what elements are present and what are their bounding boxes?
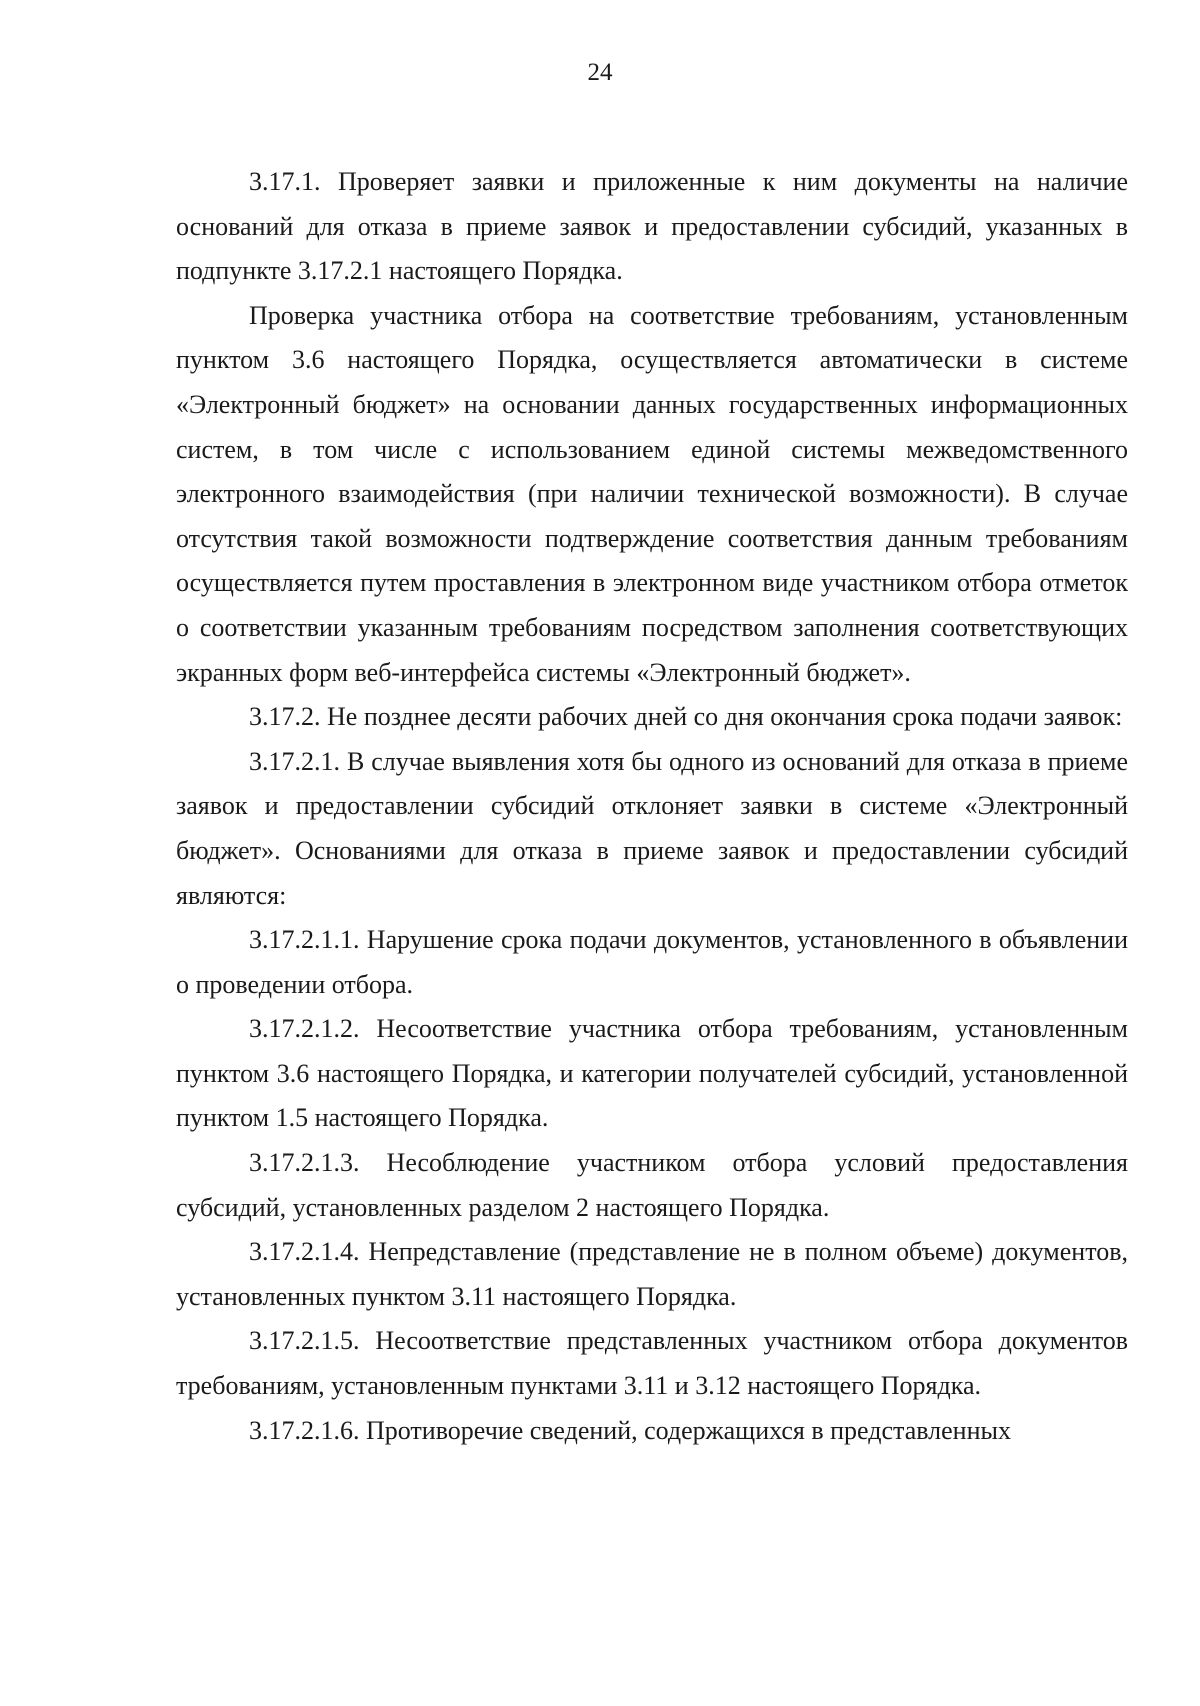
document-body — [176, 160, 1128, 1453]
paragraph-3-17-2-1-3: 3.17.2.1.3. Несоблюдение участником отбора условий предоставления субсидий, установленных разделом 2 настоящего Порядка. — [176, 1148, 1128, 1222]
paragraph-3-17-1: 3.17.1. Проверяет заявки и приложенные к ним документы на наличие оснований для отказа в приеме заявок и предоставлении субсидий, указанных в подпункте 3.17.2.1 настоящего Порядка. — [176, 167, 1128, 286]
paragraph-3-17-2-1-5: 3.17.2.1.5. Несоответствие представленных участником отбора документов требованиям, установленным пунктами 3.11 и 3.12 настоящего Порядка. — [176, 1326, 1128, 1401]
paragraph-3-17-2-1-4: 3.17.2.1.4. Непредставление (представление не в полном объеме) документов, установленных пунктом 3.11 настоящего Порядка. — [176, 1237, 1128, 1311]
page-number: 24 — [587, 59, 613, 86]
paragraph-3-17-2-1: 3.17.2.1. В случае выявления хотя бы одного из оснований для отказа в приеме заявок и предоставлении субсидий отклоняет заявки в системе «Электронный бюджет». Основаниями для отказа в приеме заявок и предоставлении субсидий являются: — [176, 746, 1128, 910]
paragraph-3-17-2-1-6: 3.17.2.1.6. Противоречие сведений, содержащихся в представленных — [249, 1415, 1011, 1445]
paragraph-3-17-2-1-2: 3.17.2.1.2. Несоответствие участника отбора требованиям, установленным пунктом 3.6 настоящего Порядка, и категории получателей субсидий, установленной пунктом 1.5 настоящего Порядка. — [176, 1014, 1128, 1133]
paragraph-3-17-2-1-1: 3.17.2.1.1. Нарушение срока подачи документов, установленного в объявлении о проведении отбора. — [176, 925, 1128, 999]
paragraph-verification: Проверка участника отбора на соответствие требованиям, установленным пунктом 3.6 настоящего Порядка, осуществляется автоматически в системе «Электронный бюджет» на основании данных государственных информационных систем, в том числе с использованием единой системы межведомственного электронного взаимодействия (при наличии технической возможности). В случае отсутствия такой возможности подтверждение соответствия данным требованиям осуществляется путем проставления в электронном виде участником отбора отметок о соответствии указанным требованиям посредством заполнения соответствующих экранных форм веб-интерфейса системы «Электронный бюджет». — [176, 300, 1128, 687]
paragraph-3-17-2: 3.17.2. Не позднее десяти рабочих дней со дня окончания срока подачи заявок: — [249, 702, 1123, 732]
